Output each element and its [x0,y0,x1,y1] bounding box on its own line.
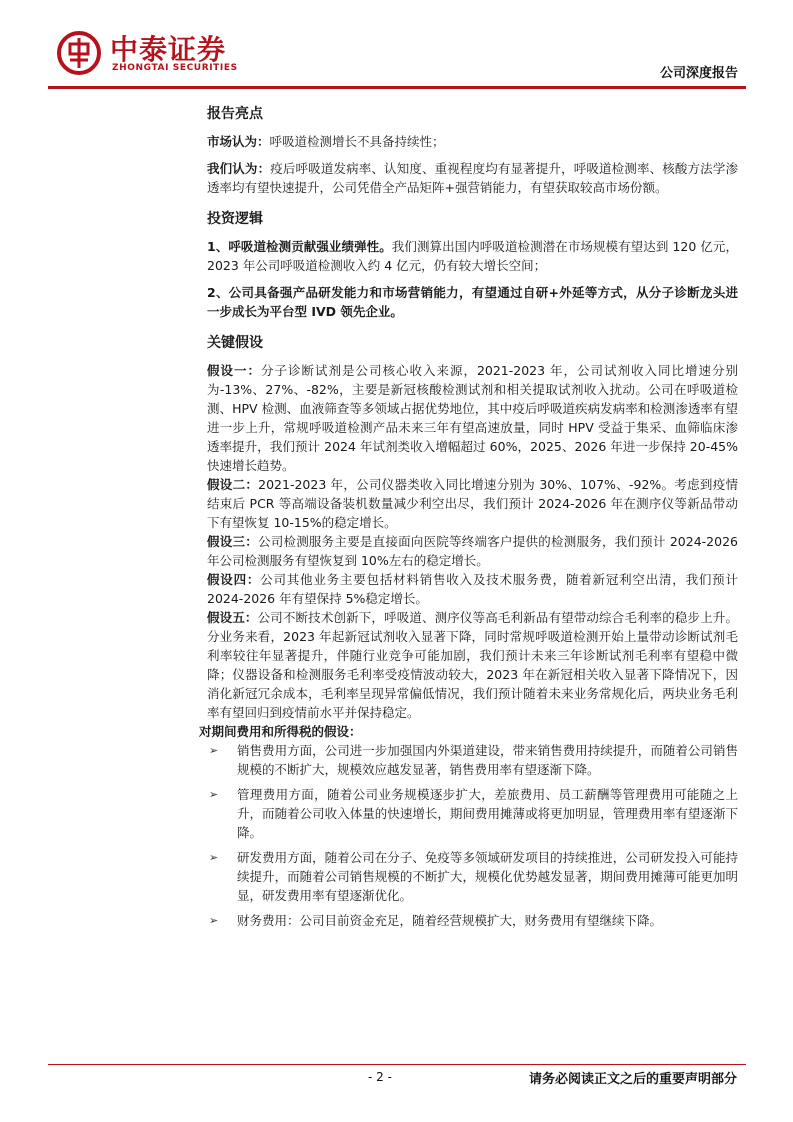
assumption-3 [207,532,738,570]
report-type-label: 公司深度报告 [659,66,738,81]
disclaimer-text: 请务必阅读正文之后的重要声明部分 [528,1072,737,1087]
investment-logic-heading: 投资逻辑 [207,211,263,227]
report-body [199,104,738,936]
assumption-4-text: 公司其他业务主要包括材料销售收入及技术服务费，随着新冠利空出清，我们预计 2024-2026 年有望保持 5%稳定增长。 [207,572,738,606]
assumption-5-text: 公司不断技术创新下，呼吸道、测序仪等高毛利新品有望带动综合毛利率的稳步上升。分业务来看，2023 年起新冠试剂收入显著下降，同时常规呼吸道检测开始上量带动诊断试剂毛利率较往年显著提升，伴随行业竞争可能加剧，我们预计未来三年诊断试剂毛利率有望稳中微降；仪器设备和检测服务毛利率受疫情波动较大，2023 年在新冠相关收入显著下降情况下，因消化新冠冗余成本，毛利率呈现异常偏低情况，我们预计随着未来业务常规化后，两块业务毛利率有望回归到疫情前水平并保持稳定。 [207,610,738,720]
expense-assumptions-heading: 对期间费用和所得税的假设： [199,724,362,739]
zhongtai-logo-icon [56,30,102,76]
company-logo [56,26,296,82]
expense-bullet-text: 销售费用方面，公司进一步加强国内外渠道建设，带来销售费用持续提升，而随着公司销售规模的不断扩大，规模效应越发显著，销售费用率有望逐渐下降。 [237,743,738,777]
assumption-5-label: 假设五： [207,610,258,625]
our-view-text: 疫后呼吸道发病率、认知度、重视程度均有显著提升，呼吸道检测率、核酸方法学渗透率均有望快速提升，公司凭借全产品矩阵+强营销能力，有望获取较高市场份额。 [207,161,738,195]
logic-point-1 [207,237,738,275]
page-header [56,26,738,86]
expense-bullet-text: 研发费用方面，随着公司在分子、免疫等多领域研发项目的持续推进，公司研发投入可能持续提升，而随着公司销售规模的不断扩大，规模化优势越发显著，期间费用摊薄可能更加明显，研发费用率有望逐渐优化。 [237,850,738,903]
expense-bullet-text: 财务费用：公司目前资金充足，随着经营规模扩大，财务费用有望继续下降。 [237,913,663,928]
expense-bullet-text: 管理费用方面，随着公司业务规模逐步扩大，差旅费用、员工薪酬等管理费用可能随之上升，而随着公司收入体量的快速增长，期间费用摊薄或将更加明显，管理费用率有望逐渐下降。 [237,787,738,840]
assumption-3-label: 假设三： [207,534,258,549]
list-item [207,741,738,779]
assumption-1-label: 假设一： [207,363,261,378]
logo-english-name: ZHONGTAI SECURITIES [112,63,238,73]
market-view-paragraph [207,132,738,151]
header-divider [48,86,746,89]
our-view-label: 我们认为： [207,161,271,176]
arrow-bullet-icon: ➢ [209,851,219,864]
logic-point-2: 2、公司具备强产品研发能力和市场营销能力，有望通过自研+外延等方式，从分子诊断龙头进一步成长为平台型 IVD 领先企业。 [207,285,738,319]
assumption-4-label: 假设四： [207,572,261,587]
footer-divider [48,1064,746,1065]
assumption-2-label: 假设二： [207,477,259,492]
highlights-heading: 报告亮点 [207,106,263,122]
assumption-2 [207,475,738,532]
list-item [207,848,738,905]
assumption-3-text: 公司检测服务主要是直接面向医院等终端客户提供的检测服务，我们预计 2024-2026 年公司检测服务有望恢复到 10%左右的稳定增长。 [207,534,738,568]
logo-chinese-name: 中泰证券 [110,33,227,66]
assumption-1 [207,361,738,475]
arrow-bullet-icon: ➢ [209,744,219,757]
assumption-1-text: 分子诊断试剂是公司核心收入来源，2021-2023 年，公司试剂收入同比增速分别为-13%、27%、-82%，主要是新冠核酸检测试剂和相关提取试剂收入扰动。公司在呼吸道检测、HPV 检测、血液筛查等多领域占据优势地位，其中疫后呼吸道疾病发病率和检测渗透率有望进一步上升，常规呼吸道检测产品未来三年有望高速放量，同时 HPV 受益于集采、血筛临床渗透率提升，我们预计 2024 年试剂类收入增幅超过 60%，2025、2026 年进一步保持 20-45%快速增长趋势。 [207,363,738,473]
assumption-5 [207,608,738,722]
expense-assumptions-list [207,741,738,930]
page-number: - 2 - [368,1070,392,1084]
assumption-2-text: 2021-2023 年，公司仪器类收入同比增速分别为 30%、107%、-92%。考虑到疫情结束后 PCR 等高端设备装机数量减少利空出尽，我们预计 2024-2026 年在测序仪等新品带动下有望恢复 10-15%的稳定增长。 [207,477,738,530]
arrow-bullet-icon: ➢ [209,914,219,927]
logic-point-1-bold: 1、呼吸道检测贡献强业绩弹性。 [207,239,392,254]
logic-point-1-text: 我们测算出国内呼吸道检测潜在市场规模有望达到 120 亿元，2023 年公司呼吸道检测收入约 4 亿元，仍有较大增长空间； [207,239,738,273]
list-item [207,911,738,930]
assumption-4 [207,570,738,608]
our-view-paragraph [207,159,738,197]
key-assumptions-heading: 关键假设 [207,335,263,351]
market-view-label: 市场认为： [207,134,270,149]
arrow-bullet-icon: ➢ [209,788,219,801]
list-item [207,785,738,842]
market-view-text: 呼吸道检测增长不具备持续性； [269,134,445,149]
